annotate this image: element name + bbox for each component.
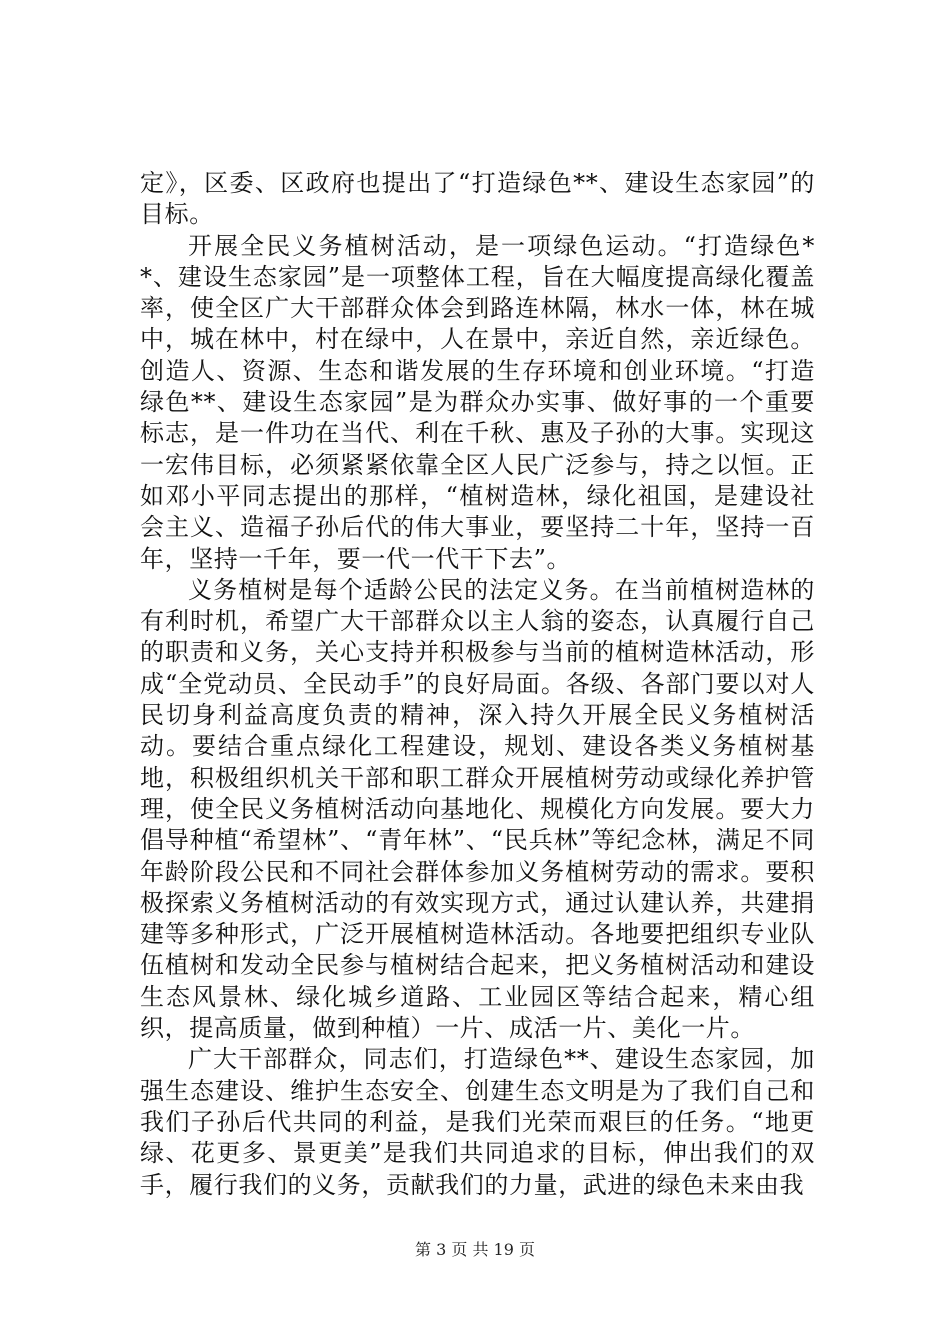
page-number-footer: 第 3 页 共 19 页	[415, 1240, 535, 1259]
paragraph-1: 定》，区委、区政府也提出了“打造绿色**、建设生态家园”的目标。	[140, 169, 815, 229]
paragraph-3: 义务植树是每个适龄公民的法定义务。在当前植树造林的有利时机，希望广大干部群众以主人翁的姿态，认真履行自己的职责和义务，关心支持并积极参与当前的植树造林活动，形成“全党动员、全民动手”的良好局面。各级、各部门要以对人民切身利益高度负责的精神，深入持久开展全民义务植树活动。要结合重点绿化工程建设，规划、建设各类义务植树基地，积极组织机关干部和职工群众开展植树劳动或绿化养护管理，使全民义务植树活动向基地化、规模化方向发展。要大力倡导种植“希望林”、“青年林”、“民兵林”等纪念林，满足不同年龄阶段公民和不同社会群体参加义务植树劳动的需求。要积极探索义务植树活动的有效实现方式，通过认建认养，共建捐建等多种形式，广泛开展植树造林活动。各地要把组织专业队伍植树和发动全民参与植树结合起来，把义务植树活动和建设生态风景林、绿化城乡道路、工业园区等结合起来，精心组织，提高质量，做到种植）一片、成活一片、美化一片。	[140, 575, 815, 1043]
paragraph-2: 开展全民义务植树活动，是一项绿色运动。“打造绿色**、建设生态家园”是一项整体工程，旨在大幅度提高绿化覆盖率，使全区广大干部群众体会到路连林隔，林水一体，林在城中，城在林中，村在绿中，人在景中，亲近自然，亲近绿色。创造人、资源、生态和谐发展的生存环境和创业环境。“打造绿色**、建设生态家园”是为群众办实事、做好事的一个重要标志，是一件功在当代、利在千秋、惠及子孙的大事。实现这一宏伟目标，必须紧紧依靠全区人民广泛参与，持之以恒。正如邓小平同志提出的那样，“植树造林，绿化祖国，是建设社会主义、造福子孙后代的伟大事业，要坚持二十年，坚持一百年，坚持一千年，要一代一代干下去”。	[140, 231, 815, 573]
paragraph-4: 广大干部群众，同志们，打造绿色**、建设生态家园，加强生态建设、维护生态安全、创建生态文明是为了我们自己和我们子孙后代共同的利益，是我们光荣而艰巨的任务。“地更绿、花更多、景更美”是我们共同追求的目标，伸出我们的双手，履行我们的义务，贡献我们的力量，武进的绿色未来由我	[140, 1045, 815, 1199]
document-body	[140, 168, 815, 1201]
